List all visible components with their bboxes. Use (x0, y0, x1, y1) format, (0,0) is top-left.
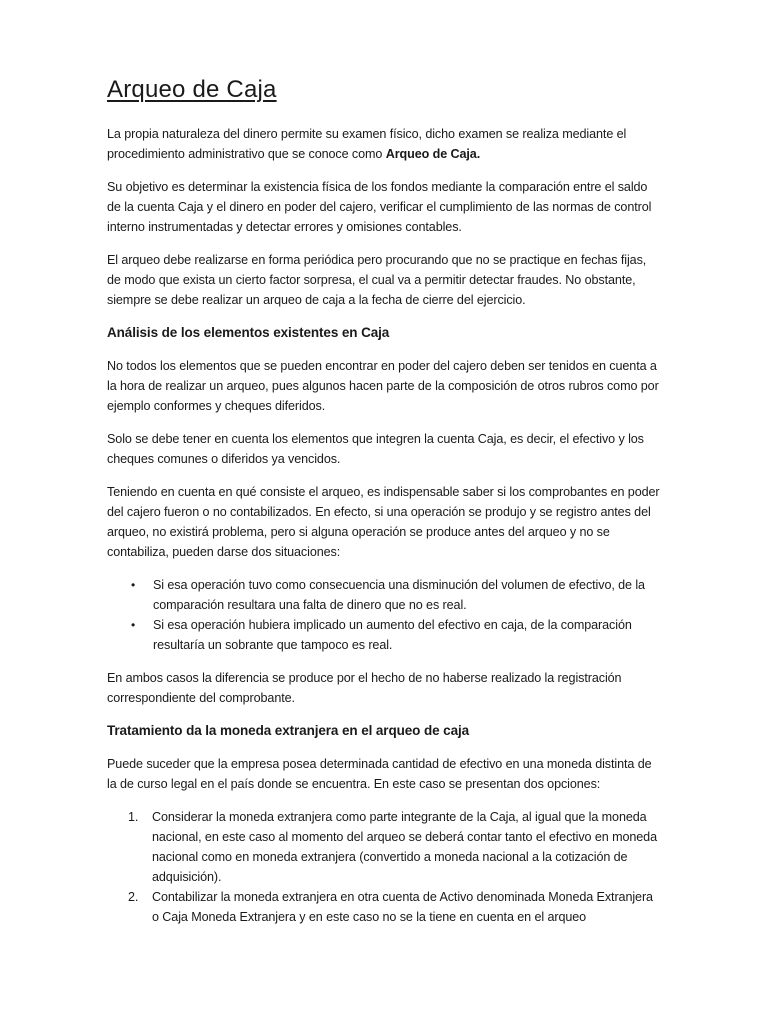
intro-paragraph (107, 124, 662, 164)
situations-bullet-list (107, 575, 662, 655)
bullet-item-text: Si esa operación tuvo como consecuencia una disminución del volumen de efectivo, de la comparación resultara una falta de dinero que no es real. (153, 578, 645, 612)
document-title: Arqueo de Caja (107, 76, 277, 103)
list-number: 1. (128, 810, 139, 824)
bullet-icon: • (131, 578, 136, 592)
bullet-item (107, 575, 662, 615)
options-numbered-list (107, 807, 662, 927)
numbered-item-text: Contabilizar la moneda extranjera en otra cuenta de Activo denominada Moneda Extranjera o Caja Moneda Extranjera y en este caso no se la tiene en cuenta en el arqueo (152, 890, 653, 924)
numbered-item-text: Considerar la moneda extranjera como parte integrante de la Caja, al igual que la moneda nacional, en este caso al momento del arqueo se deberá contar tanto el efectivo en moneda nacional como en moneda extranjera (convertido a moneda nacional a la cotización de adquisición). (152, 810, 657, 884)
cash-account-paragraph: Solo se debe tener en cuenta los elementos que integren la cuenta Caja, es decir, el efectivo y los cheques comunes o diferidos ya vencidos. (107, 432, 644, 466)
section-heading-foreign-currency: Tratamiento da la moneda extranjera en el arqueo de caja (107, 723, 470, 738)
numbered-item (107, 807, 662, 887)
section-heading-analysis: Análisis de los elementos existentes en Caja (107, 325, 390, 340)
numbered-item (107, 887, 662, 927)
document-body (107, 124, 662, 927)
intro-bold-term: Arqueo de Caja. (385, 147, 481, 161)
elements-paragraph: No todos los elementos que se pueden encontrar en poder del cajero deben ser tenidos en cuenta a la hora de realizar un arqueo, pues algunos hacen parte de la composición de otros rubros como por ejemplo conformes y cheques diferidos. (107, 359, 659, 413)
objective-paragraph: Su objetivo es determinar la existencia física de los fondos mediante la comparación entre el saldo de la cuenta Caja y el dinero en poder del cajero, verificar el cumplimiento de las normas de control interno instrumentadas y detectar errores y omisiones contables. (107, 180, 652, 234)
foreign-currency-paragraph: Puede suceder que la empresa posea determinada cantidad de efectivo en una moneda distinta de la de curso legal en el país donde se encuentra. En este caso se presentan dos opciones: (107, 757, 652, 791)
difference-paragraph: En ambos casos la diferencia se produce por el hecho de no haberse realizado la registración correspondiente del comprobante. (107, 671, 622, 705)
bullet-item (107, 615, 662, 655)
periodicity-paragraph: El arqueo debe realizarse en forma periódica pero procurando que no se practique en fechas fijas, de modo que exista un cierto factor sorpresa, el cual va a permitir detectar fraudes. No obstante, siempre se debe realizar un arqueo de caja a la fecha de cierre del ejercicio. (107, 253, 647, 307)
intro-text: La propia naturaleza del dinero permite su examen físico, dicho examen se realiza mediante el procedimiento administrativo que se conoce como (107, 127, 627, 161)
list-number: 2. (128, 890, 139, 904)
bullet-item-text: Si esa operación hubiera implicado un aumento del efectivo en caja, de la comparación resultaría un sobrante que tampoco es real. (153, 618, 632, 652)
bullet-icon: • (131, 618, 136, 632)
vouchers-paragraph: Teniendo en cuenta en qué consiste el arqueo, es indispensable saber si los comprobantes en poder del cajero fueron o no contabilizados. En efecto, si una operación se produjo y se registro antes del arqueo, no existirá problema, pero si alguna operación se produce antes del arqueo y no se contabiliza, pueden darse dos situaciones: (107, 485, 660, 559)
